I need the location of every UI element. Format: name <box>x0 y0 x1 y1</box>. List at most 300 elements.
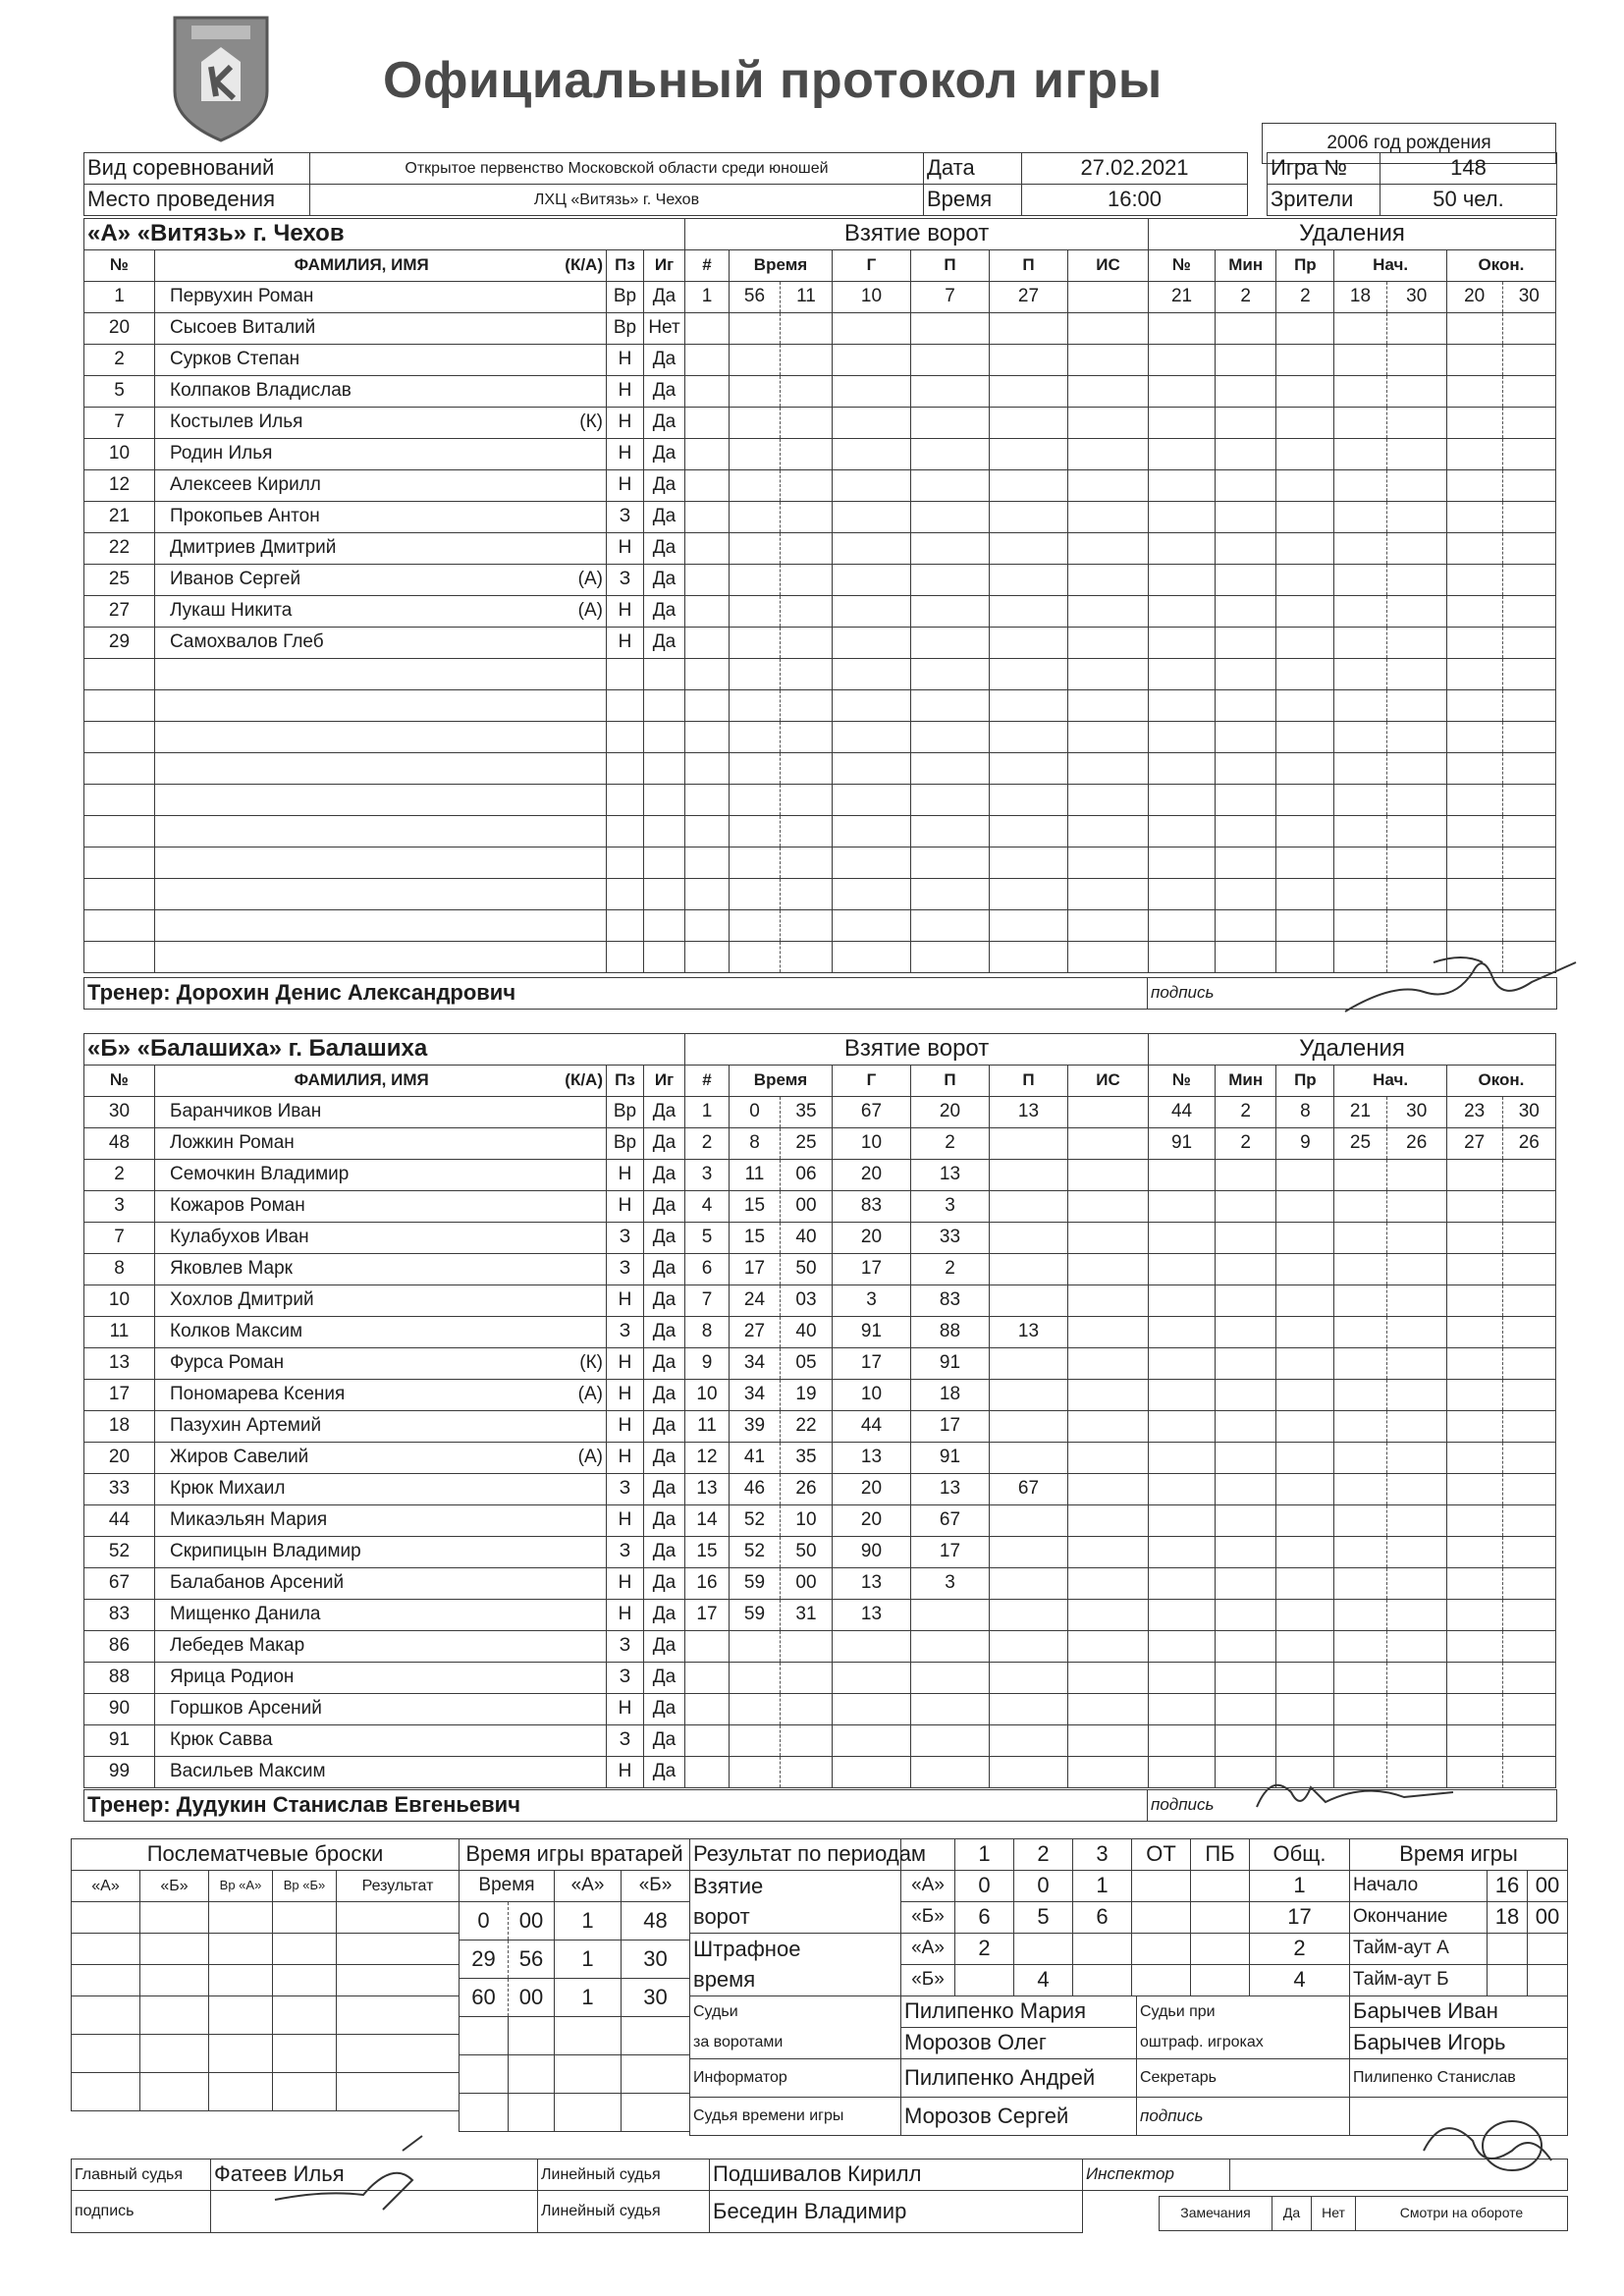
goal-minute: 15 <box>730 1223 781 1254</box>
player-name-cell <box>155 1380 607 1411</box>
player-name: Баранчиков Иван <box>170 1101 322 1122</box>
penalty-reason <box>1276 1694 1334 1725</box>
player-plays: Да <box>644 282 685 313</box>
player-position: Н <box>607 628 644 659</box>
penalty-end-sec <box>1502 1191 1555 1223</box>
player-plays: Да <box>644 533 685 565</box>
goal-minute <box>730 565 781 596</box>
goal-scorer: 10 <box>833 1380 911 1411</box>
penalty-player <box>1149 533 1216 565</box>
goal-scorer <box>833 565 911 596</box>
team-b-goals-title: Взятие ворот <box>685 1034 1149 1066</box>
pim-a-ot <box>1132 1934 1191 1965</box>
goal-row <box>685 659 1149 690</box>
player-row <box>84 628 685 659</box>
penalty-player <box>1149 1568 1216 1600</box>
player-plays: Да <box>644 408 685 439</box>
penalty-reason <box>1276 1631 1334 1663</box>
goal-scorer: 13 <box>833 1443 911 1474</box>
remarks-yes[interactable]: Да <box>1272 2197 1312 2231</box>
player-position: Н <box>607 470 644 502</box>
player-position <box>607 879 644 910</box>
signature-inspector <box>1404 2102 1561 2190</box>
goal-scorer: 13 <box>833 1568 911 1600</box>
penalty-minutes <box>1216 1443 1276 1474</box>
penalty-minutes <box>1216 847 1276 879</box>
player-name-cell <box>155 1411 607 1443</box>
penalty-player <box>1149 565 1216 596</box>
gk-row-empty <box>460 2055 690 2094</box>
goal-assist-1: 2 <box>911 1254 990 1285</box>
player-row <box>84 1600 685 1631</box>
player-plays: Да <box>644 1317 685 1348</box>
game-no-label: Игра № <box>1268 153 1380 185</box>
player-number: 86 <box>84 1631 155 1663</box>
goal-scorer <box>833 753 911 785</box>
penalty-reason <box>1276 596 1334 628</box>
penalty-end-sec <box>1502 1411 1555 1443</box>
goal-situation <box>1068 879 1149 910</box>
goal-row <box>685 345 1149 376</box>
col-plays: Иг <box>644 250 685 282</box>
goal-assist-1 <box>911 1631 990 1663</box>
goal-second <box>781 439 833 470</box>
goal-scorer: 20 <box>833 1160 911 1191</box>
team-b-goals <box>684 1033 1149 1788</box>
goal-situation <box>1068 753 1149 785</box>
goal-scorer <box>833 376 911 408</box>
player-row <box>84 1568 685 1600</box>
goal-minute: 52 <box>730 1537 781 1568</box>
goal-situation <box>1068 376 1149 408</box>
player-row <box>84 376 685 408</box>
goal-situation <box>1068 690 1149 722</box>
penalty-minutes <box>1216 753 1276 785</box>
penalty-player <box>1149 1725 1216 1757</box>
competition-value: Открытое первенство Московской области среди юношей <box>310 153 924 185</box>
player-role: (А) <box>577 1447 603 1468</box>
player-role: (А) <box>577 600 603 622</box>
player-plays: Да <box>644 1285 685 1317</box>
goal-assist-1 <box>911 628 990 659</box>
penalty-minutes <box>1216 345 1276 376</box>
player-name-cell <box>155 879 607 910</box>
penalty-start-sec <box>1386 1505 1446 1537</box>
player-name-cell <box>155 628 607 659</box>
player-plays: Да <box>644 1631 685 1663</box>
penalty-end-sec <box>1502 879 1555 910</box>
goal-scorer: 90 <box>833 1537 911 1568</box>
goal-minute <box>730 942 781 973</box>
col-p1: П <box>911 250 990 282</box>
end-label: Окончание <box>1350 1902 1488 1934</box>
penalty-start-sec <box>1386 439 1446 470</box>
gk-row-empty <box>460 2094 690 2132</box>
penalty-start-sec <box>1386 1411 1446 1443</box>
start-hour: 16 <box>1488 1871 1528 1902</box>
team-a-pen-title: Удаления <box>1149 219 1556 250</box>
player-row <box>84 1757 685 1788</box>
goal-assist-2 <box>990 1505 1068 1537</box>
penalty-end-min <box>1446 565 1502 596</box>
goal-second <box>781 628 833 659</box>
goal-minute: 0 <box>730 1097 781 1128</box>
player-name-cell <box>155 470 607 502</box>
goal-second: 25 <box>781 1128 833 1160</box>
player-number: 88 <box>84 1663 155 1694</box>
goals-a-p3: 1 <box>1073 1871 1132 1902</box>
player-position <box>607 659 644 690</box>
penalty-end-min <box>1446 1537 1502 1568</box>
player-plays: Да <box>644 1694 685 1725</box>
player-number: 29 <box>84 628 155 659</box>
goal-situation <box>1068 1411 1149 1443</box>
goal-assist-1 <box>911 533 990 565</box>
penalty-end-sec <box>1502 376 1555 408</box>
player-name-cell <box>155 1600 607 1631</box>
goal-assist-1 <box>911 1725 990 1757</box>
penalty-end-sec <box>1502 816 1555 847</box>
penalty-reason <box>1276 690 1334 722</box>
linesman-1-value: Подшивалов Кирилл <box>710 2159 1083 2191</box>
goal-second <box>781 690 833 722</box>
col-pen-start: Нач. <box>1334 250 1447 282</box>
goal-number: 14 <box>685 1505 730 1537</box>
goal-minute <box>730 345 781 376</box>
goal-minute <box>730 533 781 565</box>
goal-scorer: 17 <box>833 1254 911 1285</box>
goal-minute <box>730 753 781 785</box>
penalty-row <box>1149 1285 1556 1317</box>
goal-number <box>685 502 730 533</box>
player-row <box>84 1285 685 1317</box>
goal-assist-1 <box>911 879 990 910</box>
penalty-end-sec <box>1502 408 1555 439</box>
penalty-minutes <box>1216 1505 1276 1537</box>
goal-assist-1 <box>911 408 990 439</box>
player-name: Микаэльян Мария <box>170 1509 328 1531</box>
goal-row <box>685 376 1149 408</box>
player-number <box>84 722 155 753</box>
penalty-minutes <box>1216 942 1276 973</box>
goals-a-p2: 0 <box>1014 1871 1073 1902</box>
goal-minute <box>730 313 781 345</box>
player-number <box>84 942 155 973</box>
player-name: Лукаш Никита <box>170 600 293 622</box>
penalty-start-sec <box>1386 1254 1446 1285</box>
goal-minute <box>730 628 781 659</box>
goal-assist-1 <box>911 1757 990 1788</box>
goal-minute <box>730 847 781 879</box>
penalty-minutes <box>1216 1160 1276 1191</box>
shootouts-table <box>71 1838 460 2111</box>
goal-scorer <box>833 879 911 910</box>
goals-b-ot <box>1132 1902 1191 1934</box>
penalty-row <box>1149 376 1556 408</box>
goal-row <box>685 313 1149 345</box>
player-position: З <box>607 502 644 533</box>
goal-scorer <box>833 1725 911 1757</box>
player-position: Н <box>607 1694 644 1725</box>
goal-row <box>685 1474 1149 1505</box>
penalty-start-min <box>1334 1348 1386 1380</box>
goal-row <box>685 1757 1149 1788</box>
header-info-table <box>83 152 1557 216</box>
penalty-row <box>1149 1600 1556 1631</box>
goal-assist-2 <box>990 659 1068 690</box>
goal-assist-2 <box>990 942 1068 973</box>
goal-assist-2 <box>990 1725 1068 1757</box>
penalty-start-min <box>1334 439 1386 470</box>
penalty-end-sec <box>1502 1380 1555 1411</box>
goal-judges-label-2: за воротами <box>690 2028 901 2059</box>
player-plays <box>644 753 685 785</box>
penalty-start-min <box>1334 1411 1386 1443</box>
player-position: З <box>607 1474 644 1505</box>
goal-scorer <box>833 942 911 973</box>
player-number: 10 <box>84 1285 155 1317</box>
goal-scorer: 17 <box>833 1348 911 1380</box>
penalty-start-min <box>1334 659 1386 690</box>
goal-assist-1: 33 <box>911 1223 990 1254</box>
goal-number <box>685 659 730 690</box>
penalty-reason <box>1276 408 1334 439</box>
goal-scorer: 3 <box>833 1285 911 1317</box>
penalty-start-min <box>1334 1160 1386 1191</box>
penalty-start-sec <box>1386 910 1446 942</box>
goal-judge-a: Пилипенко Мария <box>901 1996 1137 2028</box>
goal-assist-2 <box>990 1160 1068 1191</box>
goal-scorer <box>833 439 911 470</box>
gk-a: 1 <box>555 1979 622 2017</box>
goal-assist-1 <box>911 1600 990 1631</box>
goal-number: 15 <box>685 1537 730 1568</box>
goal-minute <box>730 502 781 533</box>
goal-situation <box>1068 847 1149 879</box>
penalty-end-min <box>1446 1191 1502 1223</box>
penalty-reason <box>1276 1568 1334 1600</box>
penalty-end-min <box>1446 345 1502 376</box>
penalty-row <box>1149 1317 1556 1348</box>
penalty-end-sec <box>1502 628 1555 659</box>
penalty-player <box>1149 1191 1216 1223</box>
player-plays: Да <box>644 1505 685 1537</box>
penalty-start-sec <box>1386 1725 1446 1757</box>
penalty-start-min <box>1334 1317 1386 1348</box>
player-row <box>84 1443 685 1474</box>
player-row <box>84 282 685 313</box>
penalty-end-sec <box>1502 847 1555 879</box>
penalty-start-min <box>1334 565 1386 596</box>
penalty-end-min <box>1446 785 1502 816</box>
goal-row <box>685 1097 1149 1128</box>
player-number: 22 <box>84 533 155 565</box>
player-row <box>84 1380 685 1411</box>
player-position: З <box>607 1537 644 1568</box>
pim-b-p2: 4 <box>1014 1965 1073 1996</box>
col-pos: Пз <box>607 1066 644 1097</box>
penalty-reason <box>1276 942 1334 973</box>
goal-assist-1 <box>911 847 990 879</box>
goal-judges-label-1: Судьи <box>690 1996 901 2028</box>
player-name-cell <box>155 910 607 942</box>
penalty-player <box>1149 1380 1216 1411</box>
penalty-row <box>1149 659 1556 690</box>
gk-row <box>460 1902 690 1941</box>
player-name-cell <box>155 1537 607 1568</box>
col-pen-min: Мин <box>1216 250 1276 282</box>
goal-minute <box>730 816 781 847</box>
goal-minute <box>730 1663 781 1694</box>
penalty-start-min <box>1334 1505 1386 1537</box>
penalty-end-min <box>1446 1254 1502 1285</box>
goal-minute <box>730 785 781 816</box>
goal-assist-1: 13 <box>911 1474 990 1505</box>
penalty-row <box>1149 470 1556 502</box>
penalty-player <box>1149 690 1216 722</box>
goal-number <box>685 313 730 345</box>
penalty-player <box>1149 628 1216 659</box>
goal-number: 2 <box>685 1128 730 1160</box>
penalty-minutes <box>1216 565 1276 596</box>
penalty-reason <box>1276 1285 1334 1317</box>
timekeeper-value: Морозов Сергей <box>901 2098 1137 2136</box>
player-position: Н <box>607 1568 644 1600</box>
goal-second <box>781 847 833 879</box>
penalty-end-sec <box>1502 1757 1555 1788</box>
penalty-row <box>1149 1631 1556 1663</box>
player-row <box>84 439 685 470</box>
player-name: Лебедев Макар <box>170 1635 305 1657</box>
goal-scorer: 83 <box>833 1191 911 1223</box>
player-plays: Да <box>644 1191 685 1223</box>
main-ref-sign-label: подпись <box>72 2191 211 2233</box>
penalty-player <box>1149 1757 1216 1788</box>
penalty-row <box>1149 628 1556 659</box>
player-role: (К) <box>579 1352 603 1374</box>
penalty-reason <box>1276 1317 1334 1348</box>
penalty-player <box>1149 1285 1216 1317</box>
goal-scorer <box>833 910 911 942</box>
col-no: № <box>84 250 155 282</box>
player-position: Н <box>607 1160 644 1191</box>
timekeeper-sign-label: подпись <box>1137 2098 1350 2136</box>
remarks-no[interactable]: Нет <box>1312 2197 1356 2231</box>
penalty-reason <box>1276 1254 1334 1285</box>
penalty-row <box>1149 910 1556 942</box>
player-row <box>84 1097 685 1128</box>
game-time-table <box>1349 1838 1568 1996</box>
goal-situation <box>1068 1317 1149 1348</box>
goal-scorer <box>833 847 911 879</box>
penalty-start-min <box>1334 690 1386 722</box>
player-row <box>84 1537 685 1568</box>
penalty-start-sec <box>1386 1191 1446 1223</box>
goal-row <box>685 1191 1149 1223</box>
team-b-roster <box>83 1033 685 1788</box>
penalty-start-sec <box>1386 1443 1446 1474</box>
penalty-end-min <box>1446 376 1502 408</box>
goal-scorer: 10 <box>833 1128 911 1160</box>
player-number: 27 <box>84 596 155 628</box>
player-role: (А) <box>577 569 603 590</box>
penalty-minutes <box>1216 1474 1276 1505</box>
player-position: Н <box>607 439 644 470</box>
penalty-start-min <box>1334 753 1386 785</box>
goal-assist-1: 91 <box>911 1348 990 1380</box>
penalty-end-min <box>1446 502 1502 533</box>
remarks-label: Замечания <box>1160 2197 1272 2231</box>
penalty-end-min <box>1446 847 1502 879</box>
player-number: 99 <box>84 1757 155 1788</box>
goal-assist-2 <box>990 376 1068 408</box>
player-name-cell <box>155 313 607 345</box>
pim-label-2: время <box>690 1965 901 1996</box>
goal-assist-1: 2 <box>911 1128 990 1160</box>
penalty-reason <box>1276 439 1334 470</box>
player-plays: Да <box>644 1443 685 1474</box>
player-name-cell <box>155 847 607 879</box>
goal-scorer <box>833 313 911 345</box>
time-value: 16:00 <box>1022 185 1248 216</box>
penalty-reason <box>1276 1348 1334 1380</box>
player-position: Н <box>607 1285 644 1317</box>
referees-table <box>71 2159 1083 2233</box>
player-row <box>84 1725 685 1757</box>
player-row <box>84 1191 685 1223</box>
goal-row <box>685 1317 1149 1348</box>
goal-assist-2 <box>990 533 1068 565</box>
goal-minute: 8 <box>730 1128 781 1160</box>
player-name-cell <box>155 345 607 376</box>
player-number <box>84 659 155 690</box>
goal-situation <box>1068 502 1149 533</box>
goal-number <box>685 722 730 753</box>
penalty-minutes <box>1216 1191 1276 1223</box>
time-label: Время <box>924 185 1022 216</box>
col-name-label: ФАМИЛИЯ, ИМЯ <box>294 255 429 275</box>
player-position <box>607 816 644 847</box>
goal-situation <box>1068 282 1149 313</box>
penalty-start-sec <box>1386 1285 1446 1317</box>
player-row <box>84 1128 685 1160</box>
penalty-end-sec <box>1502 1285 1555 1317</box>
penalty-row <box>1149 1348 1556 1380</box>
penalty-minutes <box>1216 722 1276 753</box>
goal-assist-2 <box>990 1380 1068 1411</box>
player-position: З <box>607 1725 644 1757</box>
penalty-start-sec <box>1386 596 1446 628</box>
end-hour: 18 <box>1488 1902 1528 1934</box>
goal-situation <box>1068 1663 1149 1694</box>
penalty-minutes <box>1216 1725 1276 1757</box>
penalty-start-sec <box>1386 785 1446 816</box>
goal-number <box>685 408 730 439</box>
goal-minute <box>730 1725 781 1757</box>
penalty-reason <box>1276 565 1334 596</box>
penalty-end-min: 20 <box>1446 282 1502 313</box>
goal-second <box>781 533 833 565</box>
col-is: ИС <box>1068 250 1149 282</box>
player-plays: Да <box>644 1097 685 1128</box>
goal-assist-2 <box>990 1348 1068 1380</box>
goals-label-2: ворот <box>690 1902 901 1934</box>
player-role: (К) <box>579 411 603 433</box>
game-no-value: 148 <box>1380 153 1557 185</box>
player-name: Крюк Савва <box>170 1729 273 1751</box>
penalty-player <box>1149 439 1216 470</box>
player-position: Н <box>607 1600 644 1631</box>
